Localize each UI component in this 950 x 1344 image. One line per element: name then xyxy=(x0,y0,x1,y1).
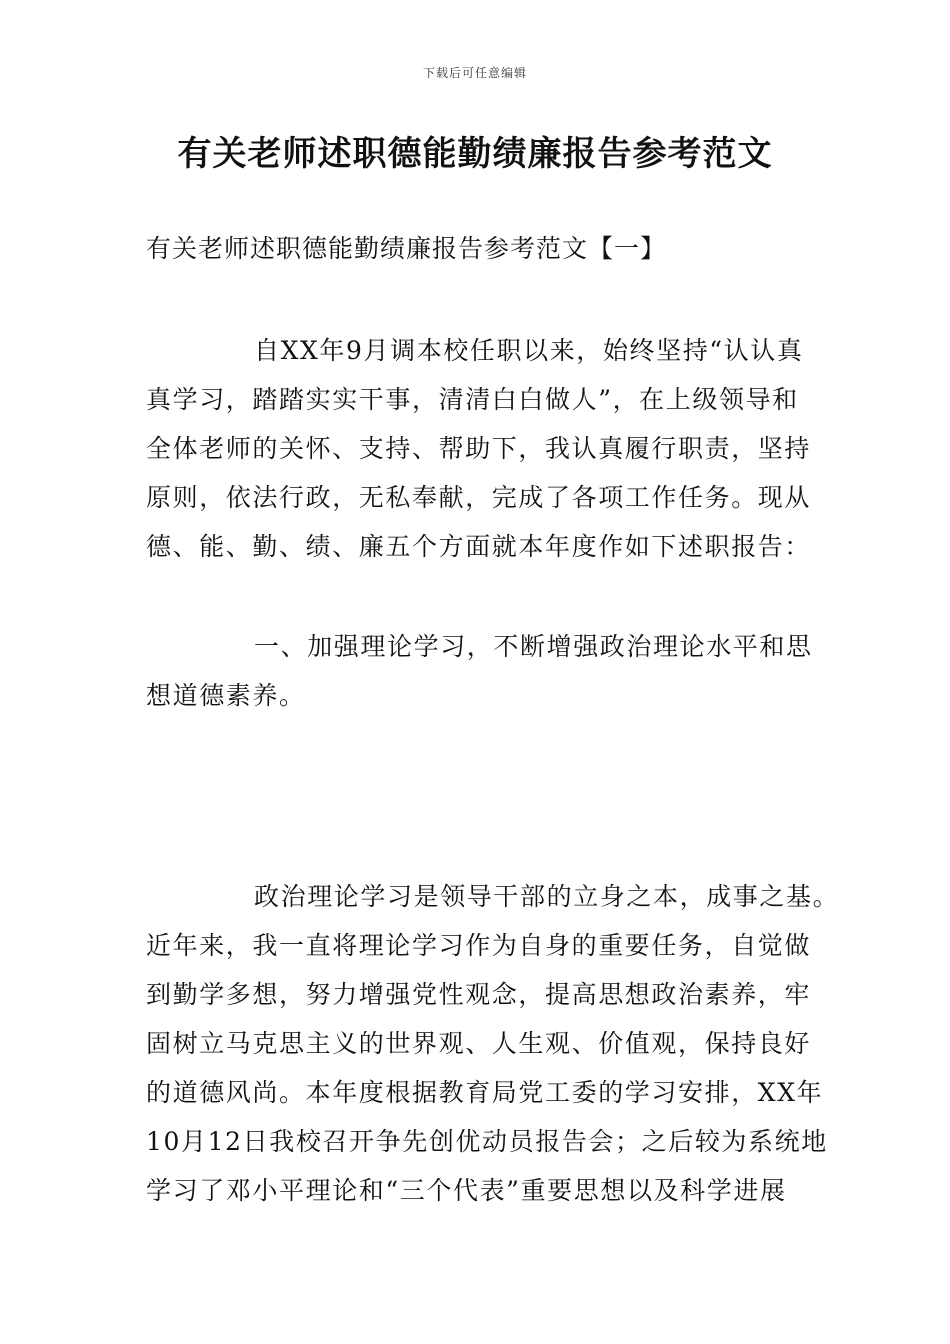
paragraph-line: 学习了邓小平理论和“三个代表”重要思想以及科学进展 xyxy=(146,1176,787,1205)
paragraph-line: 真学习，踏踏实实干事，清清白白做人”，在上级领导和 xyxy=(146,385,799,414)
paragraph-line: 到勤学多想，努力增强党性观念，提高思想政治素养，牢 xyxy=(146,980,812,1009)
paragraph-line: 自XX年9月调本校任职以来，始终坚持“认认真 xyxy=(254,336,804,365)
paragraph-line: 政治理论学习是领导干部的立身之本，成事之基。 xyxy=(254,882,840,911)
paragraph-line: 想道德素养。 xyxy=(146,681,306,710)
paragraph-line: 一、加强理论学习，不断增强政治理论水平和思 xyxy=(254,632,813,661)
document-title: 有关老师述职德能勤绩廉报告参考范文 xyxy=(177,134,773,174)
paragraph-section-heading xyxy=(146,622,812,720)
paragraph-line: 近年来，我一直将理论学习作为自身的重要任务，自觉做 xyxy=(146,931,812,960)
paragraph-line: 原则，依法行政，无私奉献，完成了各项工作任务。现从 xyxy=(146,483,812,512)
paragraph-line: 全体老师的关怀、支持、帮助下，我认真履行职责，坚持 xyxy=(146,434,812,463)
paragraph-body xyxy=(146,872,840,1215)
section-subtitle: 有关老师述职德能勤绩廉报告参考范文【一】 xyxy=(146,234,667,263)
paragraph-line: 固树立马克思主义的世界观、人生观、价值观，保持良好 xyxy=(146,1029,812,1058)
paragraph-line: 的道德风尚。本年度根据教育局党工委的学习安排，XX年 xyxy=(146,1078,824,1107)
header-note: 下载后可任意编辑 xyxy=(422,66,527,80)
paragraph-line: 德、能、勤、绩、廉五个方面就本年度作如下述职报告： xyxy=(146,532,812,561)
paragraph-intro xyxy=(146,326,812,571)
paragraph-line: 10月12日我校召开争先创优动员报告会；之后较为系统地 xyxy=(146,1127,828,1156)
